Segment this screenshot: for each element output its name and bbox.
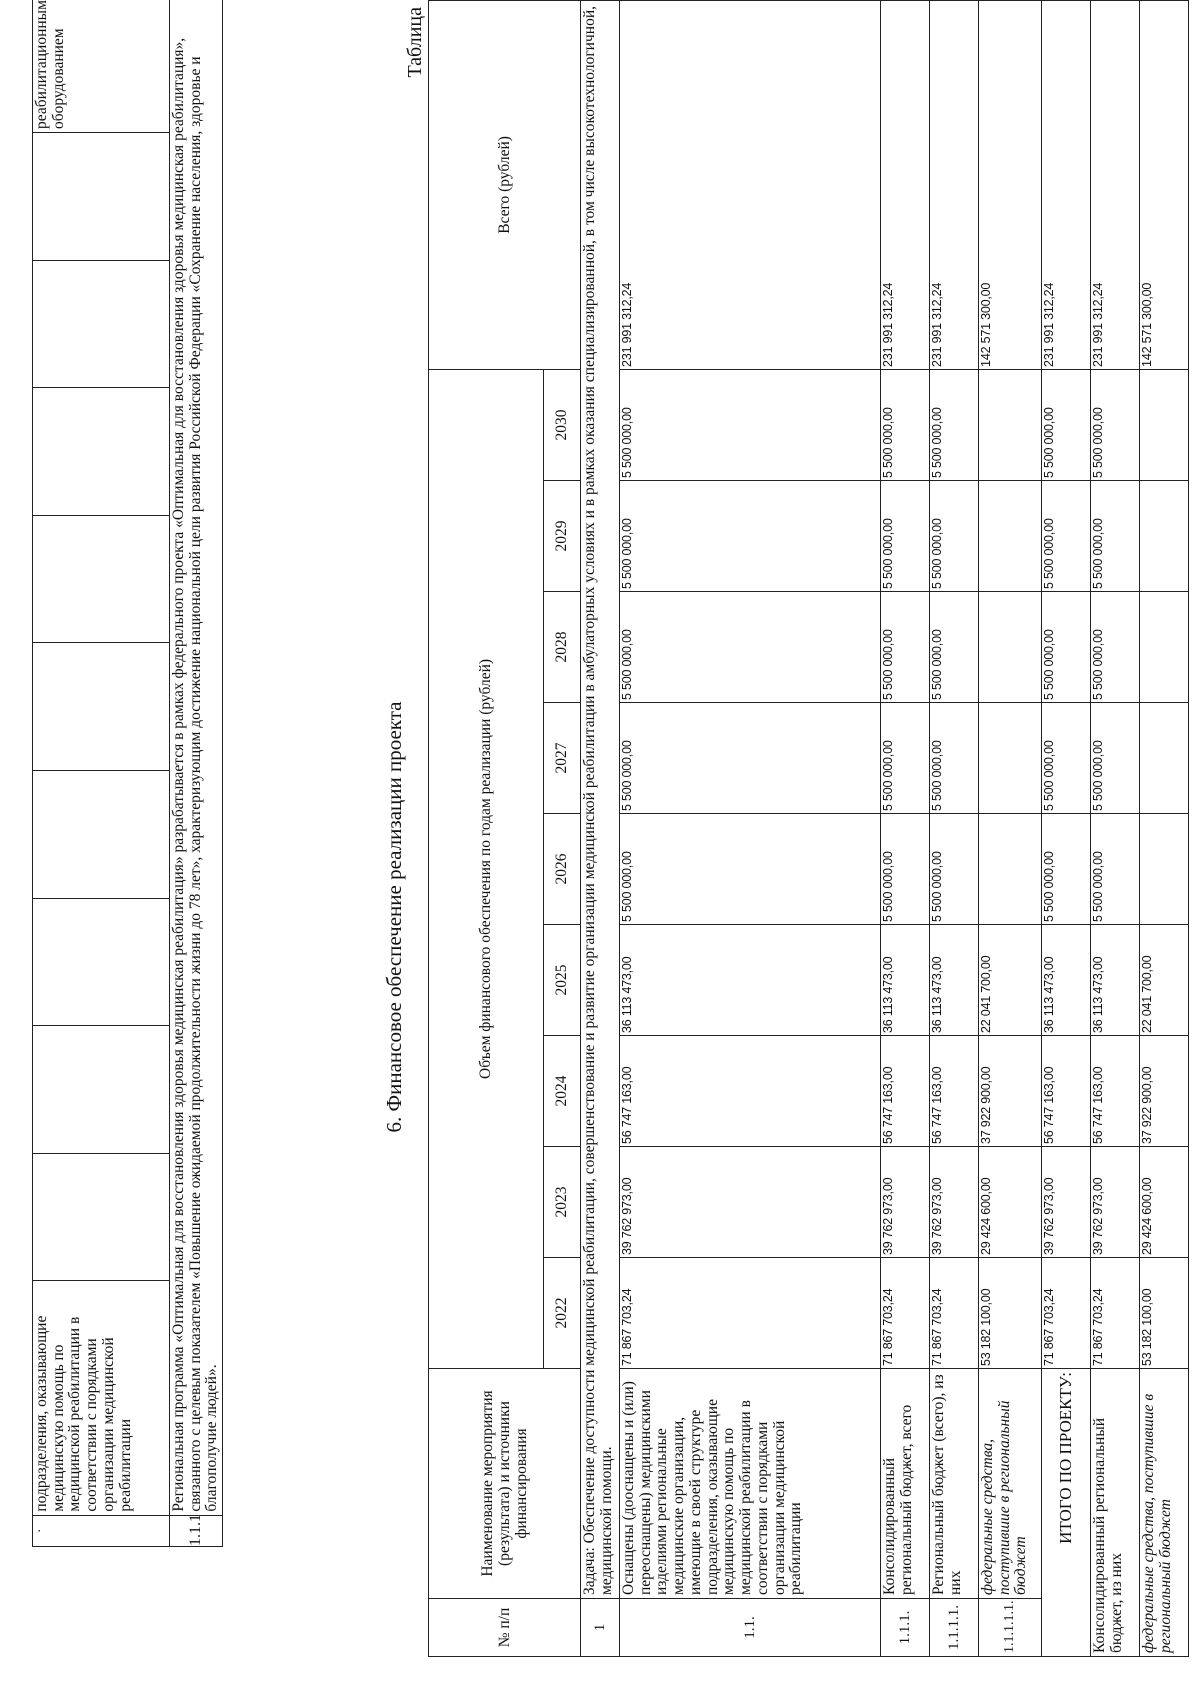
header-num: № п/п bbox=[429, 1599, 581, 1657]
value-cell: 39 762 973,00 bbox=[620, 1147, 881, 1258]
value-cell bbox=[979, 703, 1042, 814]
header-year: 2025 bbox=[544, 925, 581, 1036]
value-cell bbox=[1140, 814, 1189, 925]
header-year: 2024 bbox=[544, 1036, 581, 1147]
value-cell: 5 500 000,00 bbox=[620, 814, 881, 925]
value-cell: 5 500 000,00 bbox=[1091, 703, 1140, 814]
value-cell: 5 500 000,00 bbox=[881, 814, 930, 925]
value-cell: 5 500 000,00 bbox=[620, 703, 881, 814]
value-cell: 5 500 000,00 bbox=[930, 369, 979, 480]
value-cell: 56 747 163,00 bbox=[620, 1036, 881, 1147]
total-cell: 231 991 312,24 bbox=[620, 0, 881, 369]
row-name: Региональный бюджет (всего), из них bbox=[930, 1369, 979, 1599]
row-number: 1.1.1.1. bbox=[930, 1599, 979, 1657]
value-cell: 37 922 900,00 bbox=[979, 1036, 1042, 1147]
row-number: 1.1.1. bbox=[881, 1599, 930, 1657]
value-cell bbox=[1140, 369, 1189, 480]
section-title: 6. Финансовое обеспечение реализации проекта bbox=[382, 701, 406, 1133]
value-cell: 5 500 000,00 bbox=[620, 592, 881, 703]
value-cell: 71 867 703,24 bbox=[881, 1258, 930, 1369]
header-year: 2023 bbox=[544, 1147, 581, 1258]
value-cell: 39 762 973,00 bbox=[1042, 1147, 1091, 1258]
value-cell: 5 500 000,00 bbox=[1042, 703, 1091, 814]
header-year: 2027 bbox=[544, 703, 581, 814]
value-cell: 5 500 000,00 bbox=[930, 481, 979, 592]
header-year: 2026 bbox=[544, 814, 581, 925]
value-cell: 56 747 163,00 bbox=[1042, 1036, 1091, 1147]
value-cell: 5 500 000,00 bbox=[881, 703, 930, 814]
prev-row-mark: · bbox=[33, 1515, 170, 1546]
header-total: Всего (рублей) bbox=[429, 0, 581, 369]
value-cell bbox=[1140, 703, 1189, 814]
total-cell: 142 571 300,00 bbox=[979, 0, 1042, 369]
prev-row-last: реабилитационным оборудованием bbox=[33, 0, 170, 133]
row-number: 1.1. bbox=[620, 1599, 881, 1657]
summary-row bbox=[1042, 0, 1091, 1656]
value-cell: 39 762 973,00 bbox=[930, 1147, 979, 1258]
table-row bbox=[620, 0, 881, 1656]
value-cell: 36 113 473,00 bbox=[620, 925, 881, 1036]
summary-name: федеральные средства, поступившие в региональный бюджет bbox=[1140, 1369, 1189, 1657]
total-cell: 231 991 312,24 bbox=[1091, 0, 1140, 369]
header-year: 2028 bbox=[544, 592, 581, 703]
value-cell: 5 500 000,00 bbox=[881, 481, 930, 592]
value-cell: 5 500 000,00 bbox=[881, 592, 930, 703]
prev-row-number: 1.1.1 bbox=[170, 1515, 223, 1546]
header-year: 2030 bbox=[544, 369, 581, 480]
value-cell bbox=[1140, 592, 1189, 703]
value-cell: 36 113 473,00 bbox=[930, 925, 979, 1036]
value-cell: 5 500 000,00 bbox=[1042, 814, 1091, 925]
row-name: Консолидированный региональный бюджет, всего bbox=[881, 1369, 930, 1599]
value-cell: 53 182 100,00 bbox=[979, 1258, 1042, 1369]
value-cell bbox=[979, 592, 1042, 703]
value-cell bbox=[979, 814, 1042, 925]
value-cell: 36 113 473,00 bbox=[881, 925, 930, 1036]
value-cell: 71 867 703,24 bbox=[1042, 1258, 1091, 1369]
row-name: федеральные средства, поступившие в региональный бюджет bbox=[979, 1369, 1042, 1599]
table-caption: Таблица bbox=[404, 7, 426, 78]
summary-label: ИТОГО ПО ПРОЕКТУ: bbox=[1042, 1369, 1091, 1657]
value-cell: 39 762 973,00 bbox=[881, 1147, 930, 1258]
value-cell: 5 500 000,00 bbox=[1042, 592, 1091, 703]
value-cell: 5 500 000,00 bbox=[1091, 481, 1140, 592]
value-cell: 5 500 000,00 bbox=[930, 703, 979, 814]
value-cell bbox=[979, 369, 1042, 480]
total-cell: 231 991 312,24 bbox=[881, 0, 930, 369]
value-cell: 5 500 000,00 bbox=[930, 592, 979, 703]
value-cell: 5 500 000,00 bbox=[1042, 369, 1091, 480]
table-row bbox=[930, 0, 979, 1656]
value-cell: 29 424 600,00 bbox=[1140, 1147, 1189, 1258]
value-cell: 56 747 163,00 bbox=[1091, 1036, 1140, 1147]
header-year: 2029 bbox=[544, 481, 581, 592]
table-row bbox=[881, 0, 930, 1656]
summary-name: Консолидированный региональный бюджет, из них bbox=[1091, 1369, 1140, 1657]
table-row bbox=[979, 0, 1042, 1656]
value-cell: 5 500 000,00 bbox=[620, 369, 881, 480]
value-cell: 56 747 163,00 bbox=[881, 1036, 930, 1147]
total-cell: 231 991 312,24 bbox=[1042, 0, 1091, 369]
financing-table bbox=[428, 0, 1189, 1657]
value-cell: 37 922 900,00 bbox=[1140, 1036, 1189, 1147]
value-cell: 36 113 473,00 bbox=[1042, 925, 1091, 1036]
total-cell: 142 571 300,00 bbox=[1140, 0, 1189, 369]
prev-row-text: подразделения, оказывающие медицинскую помощь по медицинской реабилитации в соответствии с порядками организации медицинской реабилитации bbox=[33, 1281, 170, 1515]
header-volume: Объем финансового обеспечения по годам реализации (рублей) bbox=[429, 369, 544, 1368]
summary-row bbox=[1091, 0, 1140, 1656]
value-cell: 5 500 000,00 bbox=[620, 481, 881, 592]
value-cell bbox=[1140, 481, 1189, 592]
value-cell: 5 500 000,00 bbox=[930, 814, 979, 925]
value-cell: 29 424 600,00 bbox=[979, 1147, 1042, 1258]
value-cell: 71 867 703,24 bbox=[620, 1258, 881, 1369]
value-cell: 53 182 100,00 bbox=[1140, 1258, 1189, 1369]
value-cell: 56 747 163,00 bbox=[930, 1036, 979, 1147]
value-cell: 36 113 473,00 bbox=[1091, 925, 1140, 1036]
value-cell: 22 041 700,00 bbox=[979, 925, 1042, 1036]
value-cell: 5 500 000,00 bbox=[1091, 369, 1140, 480]
value-cell: 5 500 000,00 bbox=[1042, 481, 1091, 592]
summary-row bbox=[1140, 0, 1189, 1656]
header-year: 2022 bbox=[544, 1258, 581, 1369]
value-cell: 71 867 703,24 bbox=[1091, 1258, 1140, 1369]
value-cell: 5 500 000,00 bbox=[1091, 814, 1140, 925]
value-cell: 22 041 700,00 bbox=[1140, 925, 1189, 1036]
value-cell: 71 867 703,24 bbox=[930, 1258, 979, 1369]
row-number: 1.1.1.1.1. bbox=[979, 1599, 1042, 1657]
previous-page-table bbox=[32, 0, 223, 1547]
value-cell bbox=[979, 481, 1042, 592]
row-name: Оснащены (дооснащены и (или) переоснащены) медицинскими изделиями региональные медицинские организации, имеющие в своей структуре подразделения, оказывающие медицинскую помощь по медицинской реабилитации в соответствии с порядками организации медицинской реабилитации bbox=[620, 1369, 881, 1599]
value-cell: 5 500 000,00 bbox=[881, 369, 930, 480]
value-cell: 39 762 973,00 bbox=[1091, 1147, 1140, 1258]
total-cell: 231 991 312,24 bbox=[930, 0, 979, 369]
prev-program-text: Региональная программа «Оптимальная для восстановления здоровья медицинская реабилитация» разрабатывается в рамках федерального проекта «Оптимальная для восстановления здоровья медицинская реабилитация», связанного с целевым показателем «Повышение ожидаемой продолжительности жизни до 78 лет», характеризующим достижение национальной цели развития Российской Федерации «Сохранение населения, здоровье и благополучие людей». bbox=[170, 0, 223, 1515]
header-name: Наименование мероприятия (результата) и источники финансирования bbox=[429, 1369, 581, 1599]
task-text: Задача: Обеспечение доступности медицинской реабилитации, совершенствование и развитие организации медицинской реабилитации в амбулаторных условиях и в рамках оказания специализированной, в том числе высокотехнологичной, медицинской помощи. bbox=[581, 0, 620, 1598]
value-cell: 5 500 000,00 bbox=[1091, 592, 1140, 703]
task-number: 1 bbox=[581, 1599, 620, 1657]
